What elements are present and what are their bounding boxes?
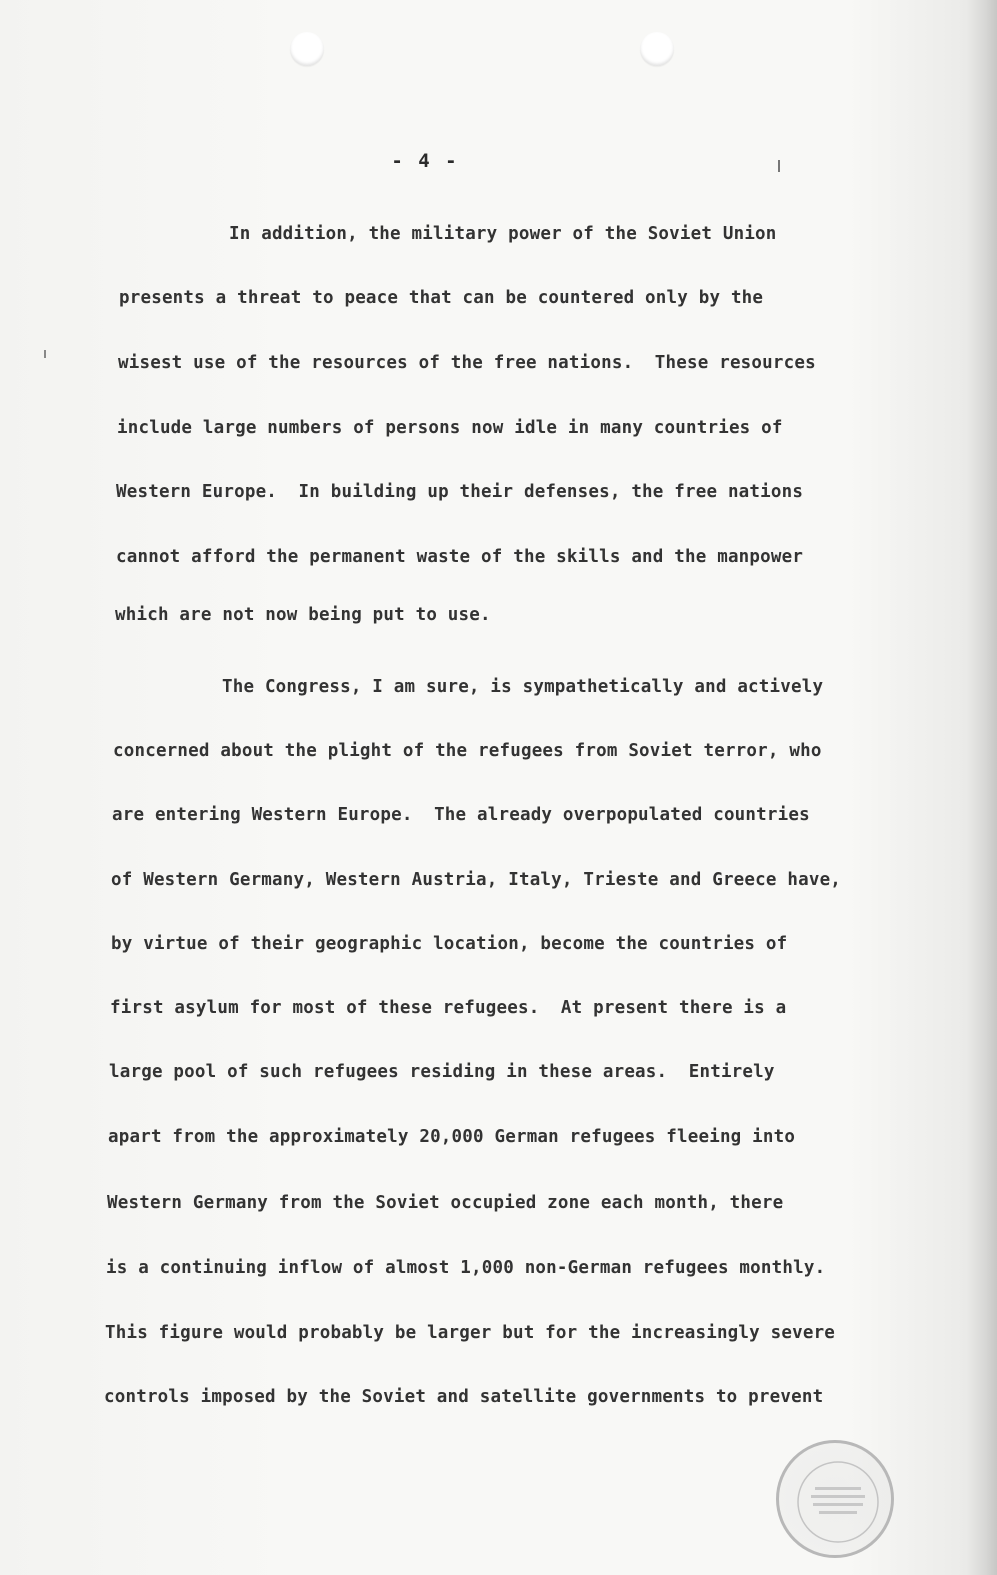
text-line: In addition, the military power of the Soviet Union [229,224,777,244]
page-number: - 4 - [391,150,459,172]
stamp-seal-graphic [779,1443,897,1561]
text-line: is a continuing inflow of almost 1,000 non-German refugees monthly. [106,1258,826,1278]
page-edge-shadow [967,0,997,1575]
stray-mark [778,160,780,172]
text-line: include large numbers of persons now idle in many countries of [117,418,783,438]
text-line: of Western Germany, Western Austria, Italy, Trieste and Greece have, [111,870,842,890]
text-line: presents a threat to peace that can be countered only by the [119,288,764,308]
text-line: first asylum for most of these refugees. At present there is a [110,998,787,1018]
text-line: by virtue of their geographic location, become the countries of [111,934,788,954]
text-line: apart from the approximately 20,000 German refugees fleeing into [108,1127,796,1147]
punch-hole-right [640,32,674,66]
text-line: wisest use of the resources of the free nations. These resources [118,353,816,373]
margin-mark [44,350,46,358]
text-line: This figure would probably be larger but for the increasingly severe [105,1323,836,1343]
text-line: The Congress, I am sure, is sympathetically and actively [222,677,824,697]
text-line: Western Germany from the Soviet occupied zone each month, there [107,1193,784,1213]
punch-hole-left [290,32,324,66]
text-line: controls imposed by the Soviet and satellite governments to prevent [104,1387,824,1407]
text-line: large pool of such refugees residing in these areas. Entirely [109,1062,775,1082]
library-stamp [776,1440,894,1558]
text-line: are entering Western Europe. The already overpopulated countries [112,805,810,825]
text-line: which are not now being put to use. [115,605,491,625]
text-line: Western Europe. In building up their defenses, the free nations [116,482,804,502]
text-line: cannot afford the permanent waste of the skills and the manpower [116,547,804,567]
text-line: concerned about the plight of the refugees from Soviet terror, who [113,741,822,761]
